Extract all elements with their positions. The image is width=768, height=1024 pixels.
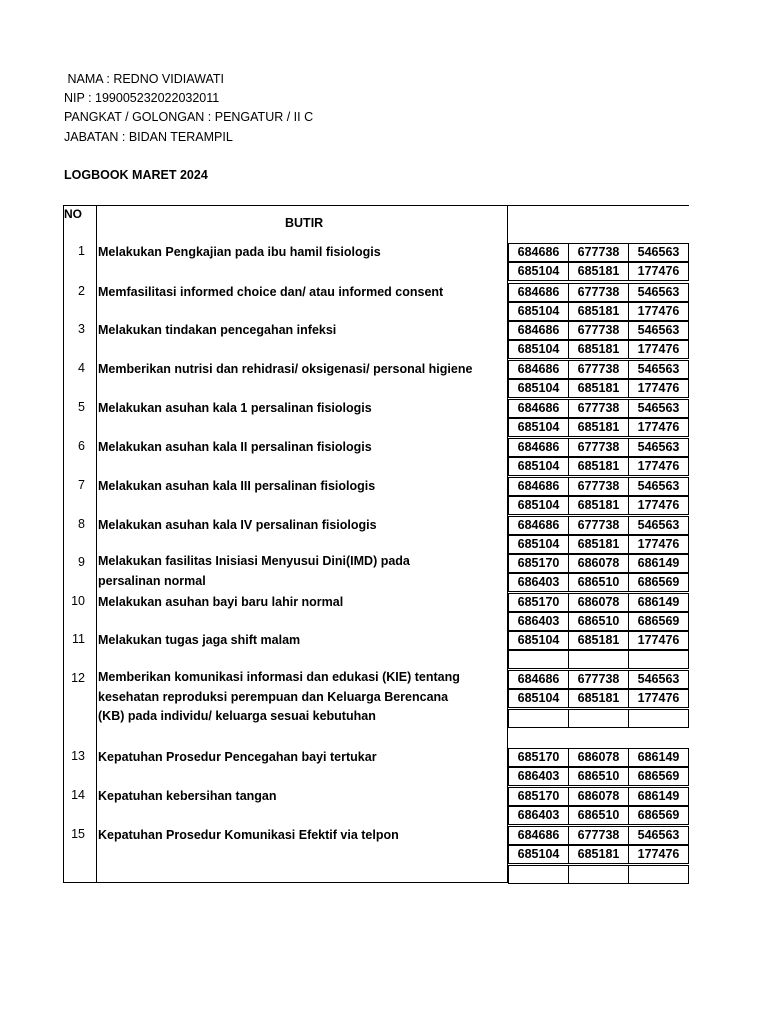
code-cell (568, 709, 629, 728)
row-number: 5 (78, 400, 85, 414)
code-cell: 685170 (508, 787, 569, 806)
code-cell (568, 865, 629, 884)
code-cell: 546563 (628, 399, 689, 418)
row-number: 3 (78, 322, 85, 336)
row-butir-text: Melakukan tindakan pencegahan infeksi (98, 323, 337, 337)
code-cell: 686403 (508, 612, 569, 631)
column-header-butir: BUTIR (285, 216, 324, 230)
code-cell: 684686 (508, 438, 569, 457)
table-border-bottom (63, 882, 508, 883)
code-cell: 177476 (628, 302, 689, 321)
code-cell: 546563 (628, 516, 689, 535)
code-cell: 177476 (628, 340, 689, 359)
code-cell: 684686 (508, 360, 569, 379)
code-cell: 685181 (568, 340, 629, 359)
code-cell: 677738 (568, 826, 629, 845)
code-cell: 686403 (508, 806, 569, 825)
code-cell: 677738 (568, 438, 629, 457)
code-cell (628, 865, 689, 884)
row-number: 10 (71, 594, 85, 608)
code-cell: 546563 (628, 360, 689, 379)
row-number: 9 (78, 555, 85, 569)
code-cell: 677738 (568, 399, 629, 418)
row-butir-text: Melakukan Pengkajian pada ibu hamil fisiologis (98, 245, 381, 259)
code-cell: 684686 (508, 516, 569, 535)
employee-nip: NIP : 199005232022032011 (64, 91, 220, 105)
row-butir-text: Melakukan fasilitas Inisiasi Menyusui Dini(IMD) pada persalinan normal (98, 554, 410, 588)
row-butir-text: Memberikan komunikasi informasi dan edukasi (KIE) tentang kesehatan reproduksi perempuan dan Keluarga Berencana (KB) pada individu/ keluarga sesuai kebutuhan (98, 670, 460, 723)
row-butir-text: Kepatuhan kebersihan tangan (98, 789, 277, 803)
code-cell: 177476 (628, 379, 689, 398)
code-cell: 685181 (568, 845, 629, 864)
code-cell: 177476 (628, 631, 689, 650)
row-number: 7 (78, 478, 85, 492)
code-cell: 685181 (568, 262, 629, 281)
code-cell: 686510 (568, 767, 629, 786)
code-cell: 546563 (628, 826, 689, 845)
code-cell: 685104 (508, 262, 569, 281)
code-cell: 684686 (508, 826, 569, 845)
code-cell: 685104 (508, 845, 569, 864)
code-cell: 677738 (568, 321, 629, 340)
row-butir-text: Melakukan asuhan kala III persalinan fisiologis (98, 479, 376, 493)
code-cell: 686569 (628, 573, 689, 592)
row-butir-text: Melakukan asuhan kala IV persalinan fisiologis (98, 518, 377, 532)
column-divider-no (96, 205, 97, 883)
code-cell: 546563 (628, 438, 689, 457)
code-cell: 686403 (508, 767, 569, 786)
row-number: 15 (71, 827, 85, 841)
code-cell: 684686 (508, 670, 569, 689)
code-cell: 546563 (628, 321, 689, 340)
code-cell: 686510 (568, 573, 629, 592)
code-cell: 685170 (508, 748, 569, 767)
code-cell (568, 650, 629, 669)
code-cell: 685104 (508, 535, 569, 554)
code-cell: 686569 (628, 806, 689, 825)
code-cell: 685181 (568, 457, 629, 476)
code-cell: 686149 (628, 554, 689, 573)
code-cell: 685170 (508, 554, 569, 573)
row-butir-text: Kepatuhan Prosedur Pencegahan bayi tertukar (98, 750, 377, 764)
row-number: 8 (78, 517, 85, 531)
employee-position: JABATAN : BIDAN TERAMPIL (64, 130, 233, 144)
code-cell: 685104 (508, 689, 569, 708)
code-cell: 677738 (568, 477, 629, 496)
code-cell: 684686 (508, 477, 569, 496)
code-cell: 685104 (508, 496, 569, 515)
row-number: 11 (72, 632, 85, 646)
code-cell: 685170 (508, 593, 569, 612)
code-cell: 684686 (508, 321, 569, 340)
code-cell: 686149 (628, 748, 689, 767)
code-cell (508, 650, 569, 669)
row-number: 1 (78, 244, 85, 258)
code-cell: 686510 (568, 806, 629, 825)
row-butir-text: Melakukan asuhan kala II persalinan fisiologis (98, 440, 372, 454)
code-cell: 686078 (568, 593, 629, 612)
code-cell: 686569 (628, 612, 689, 631)
code-cell: 685104 (508, 379, 569, 398)
code-cell: 685181 (568, 418, 629, 437)
code-cell: 177476 (628, 457, 689, 476)
row-number: 4 (78, 361, 85, 375)
code-cell: 686149 (628, 787, 689, 806)
employee-rank: PANGKAT / GOLONGAN : PENGATUR / II C (64, 110, 314, 124)
logbook-table (63, 205, 689, 883)
code-cell: 677738 (568, 283, 629, 302)
code-cell: 177476 (628, 689, 689, 708)
code-cell: 686569 (628, 767, 689, 786)
row-butir-text: Melakukan asuhan bayi baru lahir normal (98, 595, 344, 609)
code-cell: 684686 (508, 283, 569, 302)
code-cell: 685181 (568, 689, 629, 708)
row-number: 6 (78, 439, 85, 453)
code-cell: 686403 (508, 573, 569, 592)
document-title: LOGBOOK MARET 2024 (64, 168, 208, 182)
code-cell: 686149 (628, 593, 689, 612)
row-butir-text: Memfasilitasi informed choice dan/ atau informed consent (98, 285, 444, 299)
code-cell: 677738 (568, 516, 629, 535)
code-cell: 177476 (628, 418, 689, 437)
row-butir-text: Memberikan nutrisi dan rehidrasi/ oksigenasi/ personal higiene (98, 362, 473, 376)
code-cell: 685104 (508, 457, 569, 476)
code-cell (628, 709, 689, 728)
table-border-left (63, 205, 64, 883)
row-number: 13 (71, 749, 85, 763)
row-butir-text: Melakukan asuhan kala 1 persalinan fisiologis (98, 401, 372, 415)
code-cell: 177476 (628, 535, 689, 554)
row-number: 12 (71, 671, 85, 685)
code-cell: 686510 (568, 612, 629, 631)
code-cell: 546563 (628, 477, 689, 496)
column-header-no: NO (64, 207, 82, 221)
code-cell: 677738 (568, 360, 629, 379)
code-cell: 685104 (508, 302, 569, 321)
code-cell: 685181 (568, 379, 629, 398)
row-butir-text: Melakukan tugas jaga shift malam (98, 633, 301, 647)
code-cell: 677738 (568, 243, 629, 262)
code-cell: 684686 (508, 243, 569, 262)
row-number: 2 (78, 284, 85, 298)
code-cell: 684686 (508, 399, 569, 418)
code-cell: 546563 (628, 283, 689, 302)
code-cell (508, 709, 569, 728)
code-cell: 677738 (568, 670, 629, 689)
code-cell: 685104 (508, 340, 569, 359)
code-cell: 685181 (568, 302, 629, 321)
code-cell: 685181 (568, 631, 629, 650)
code-cell: 686078 (568, 787, 629, 806)
code-cell: 546563 (628, 670, 689, 689)
code-cell: 685104 (508, 631, 569, 650)
code-cell: 177476 (628, 262, 689, 281)
code-cell: 685104 (508, 418, 569, 437)
row-number: 14 (71, 788, 85, 802)
table-border-top (63, 205, 689, 206)
employee-name: NAMA : REDNO VIDIAWATI (64, 72, 224, 86)
code-cell: 177476 (628, 496, 689, 515)
row-butir-text: Kepatuhan Prosedur Komunikasi Efektif via telpon (98, 828, 399, 842)
code-cell (508, 865, 569, 884)
code-cell: 686078 (568, 554, 629, 573)
code-cell: 177476 (628, 845, 689, 864)
code-cell: 546563 (628, 243, 689, 262)
code-cell: 685181 (568, 496, 629, 515)
code-cell: 685181 (568, 535, 629, 554)
code-cell: 686078 (568, 748, 629, 767)
code-cell (628, 650, 689, 669)
